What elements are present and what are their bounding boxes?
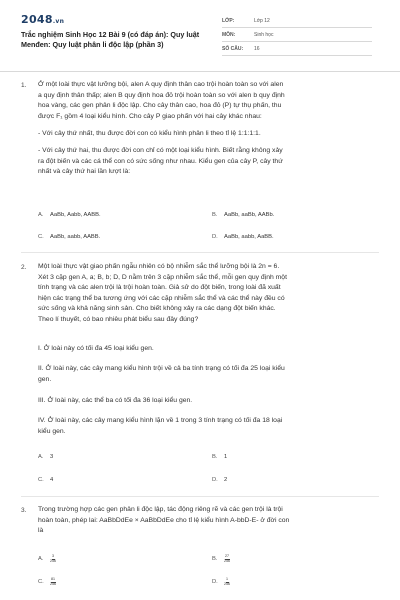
question-number: 2. [21, 264, 27, 271]
question-line: sức sống và khả năng sinh sản. Cho biết không xảy ra các dạng đột biến khác. [38, 305, 276, 313]
option-text: AaBb, aabb, AABB. [50, 234, 101, 240]
question-line: hoàn toàn, phép lai: AaBbDdEe × AaBbDdEe cho tỉ lệ kiểu hình A-bbD-E- ở đời con [38, 516, 290, 524]
question-line: hoa vàng, các gen phân li độc lập. Cho cây thân cao, hoa đỏ (P) tự thụ phấn, thu [38, 102, 282, 110]
question-line: tính trạng và các alen trội là trội hoàn toàn. Giả sử do đột biến, trong loài đã xuất [38, 284, 281, 292]
question-number: 1. [21, 82, 27, 89]
question-line: Ở một loài thực vật lưỡng bội, alen A quy định thân cao trội hoàn toàn so với alen [38, 81, 284, 88]
statement-line: II. Ở loài này, các cây mang kiểu hình trội về cả ba tính trạng có tối đa 25 loại kiểu [38, 365, 285, 372]
meta-key: LỚP: [222, 17, 235, 24]
meta-value: 16 [254, 45, 260, 52]
option-letter: A. [38, 454, 44, 460]
statement [38, 344, 378, 355]
meta-key: MÔN: [222, 31, 236, 38]
option-b[interactable] [212, 212, 274, 218]
statement [38, 364, 378, 385]
question-line: là [38, 527, 44, 535]
option-fraction [224, 555, 230, 564]
question-text [38, 80, 378, 122]
option-c[interactable] [38, 578, 56, 587]
option-letter: D. [212, 234, 218, 240]
fraction-numerator: 1 [226, 577, 228, 581]
statement-line: IV. Ở loài này, các cây mang kiểu hình lặn về 1 trong 3 tính trạng có tối đa 18 loại [38, 417, 283, 424]
fraction-denominator: 256 [224, 558, 230, 563]
option-letter: D. [212, 477, 218, 483]
statement [38, 416, 378, 437]
option-letter: C. [38, 579, 44, 586]
statement-line: kiểu gen. [38, 427, 66, 435]
statement-line: gen. [38, 375, 52, 383]
option-letter: A. [38, 556, 44, 563]
statement-line: ra đột biến và các cá thể con có sức sống như nhau. Kiểu gen của cây P, cây thứ [38, 157, 283, 165]
fraction-denominator: 256 [50, 581, 56, 586]
option-c[interactable] [38, 234, 100, 240]
statement [38, 396, 378, 407]
header-divider [0, 71, 400, 72]
option-letter: C. [38, 234, 44, 240]
meta-info-table [222, 14, 372, 56]
option-letter: B. [212, 556, 218, 563]
statement [38, 129, 378, 140]
option-letter: A. [38, 212, 44, 218]
option-text: AaBb, aaBb, AABb. [224, 212, 275, 218]
document-title-line: Menđen: Quy luật phân li độc lập (phần 3) [21, 40, 164, 49]
question-line: a quy định thân thấp; alen B quy định hoa đỏ trội hoàn toàn so với alen b quy định [38, 91, 285, 99]
option-letter: D. [212, 579, 218, 586]
document-title [21, 30, 221, 50]
statement-line: III. Ở loài này, các thể ba có tối đa 36 loại kiểu gen. [38, 397, 193, 404]
question-separator [21, 496, 379, 497]
meta-row-subject [222, 28, 372, 42]
statement [38, 146, 378, 178]
question-text [38, 262, 378, 326]
option-text: AaBb, Aabb, AABB. [50, 212, 101, 218]
option-letter: B. [212, 212, 218, 218]
question-line: được F₁ gồm 4 loại kiểu hình. Cho cây P giao phấn với hai cây khác nhau: [38, 112, 262, 120]
option-b[interactable] [212, 555, 230, 564]
meta-row-count [222, 42, 372, 56]
option-text: 1 [224, 454, 228, 460]
option-letter: C. [38, 477, 44, 483]
option-d[interactable] [212, 477, 227, 483]
option-d[interactable] [212, 234, 274, 240]
fraction-numerator: 81 [51, 577, 55, 581]
document-title-line: Trắc nghiệm Sinh Học 12 Bài 9 (có đáp án): Quy luật [21, 30, 200, 39]
option-fraction [224, 578, 230, 587]
question-line: hiện các trạng thể ba tương ứng với các cặp nhiễm sắc thể và các thể này đều có [38, 294, 285, 302]
option-text: 4 [50, 477, 54, 483]
question-line: Trong trường hợp các gen phân li độc lập, tác động riêng rẽ và các gen trội là trội [38, 506, 283, 513]
option-fraction [50, 578, 56, 587]
meta-key: SỐ CÂU: [222, 45, 244, 52]
option-a[interactable] [38, 212, 101, 218]
statement-line: - Với cây thứ hai, thu được đời con chỉ có một loại kiểu hình. Biết rằng không xảy [38, 147, 283, 154]
question-separator [21, 252, 379, 253]
option-letter: B. [212, 454, 218, 460]
page-header [0, 0, 400, 70]
question-text [38, 505, 378, 537]
question-line: Một loài thực vật giao phấn ngẫu nhiên có bộ nhiễm sắc thể lưỡng bội là 2n = 6. [38, 263, 280, 270]
site-logo[interactable]: 2048.vn [21, 13, 65, 26]
fraction-denominator: 256 [224, 581, 230, 586]
option-b[interactable] [212, 454, 227, 460]
statement-line: - Với cây thứ nhất, thu được đời con có kiểu hình phân li theo tỉ lệ 1:1:1:1. [38, 130, 261, 137]
statement-line: I. Ở loài này có tối đa 45 loại kiểu gen. [38, 345, 154, 352]
meta-value: Lớp 12 [254, 17, 270, 24]
fraction-numerator: 3 [52, 554, 54, 558]
statement-line: nhất và cây thứ hai lần lượt là: [38, 168, 131, 176]
meta-value: Sinh học [254, 31, 274, 38]
question-line: Xét 3 cặp gen A, a; B, b; D, D nằm trên 3 cặp nhiễm sắc thể, mỗi gen quy định một [38, 273, 287, 281]
option-text: 3 [50, 454, 54, 460]
option-c[interactable] [38, 477, 53, 483]
question-number: 3. [21, 507, 27, 514]
option-a[interactable] [38, 555, 56, 564]
fraction-denominator: 256 [50, 558, 56, 563]
meta-row-class [222, 14, 372, 28]
question-line: Theo lí thuyết, có bao nhiêu phát biểu sau đây đúng? [38, 315, 199, 323]
option-d[interactable] [212, 578, 230, 587]
option-a[interactable] [38, 454, 53, 460]
option-text: AaBb, aabb, AaBB. [224, 234, 274, 240]
option-text: 2 [224, 477, 228, 483]
fraction-numerator: 27 [225, 554, 229, 558]
option-fraction [50, 555, 56, 564]
